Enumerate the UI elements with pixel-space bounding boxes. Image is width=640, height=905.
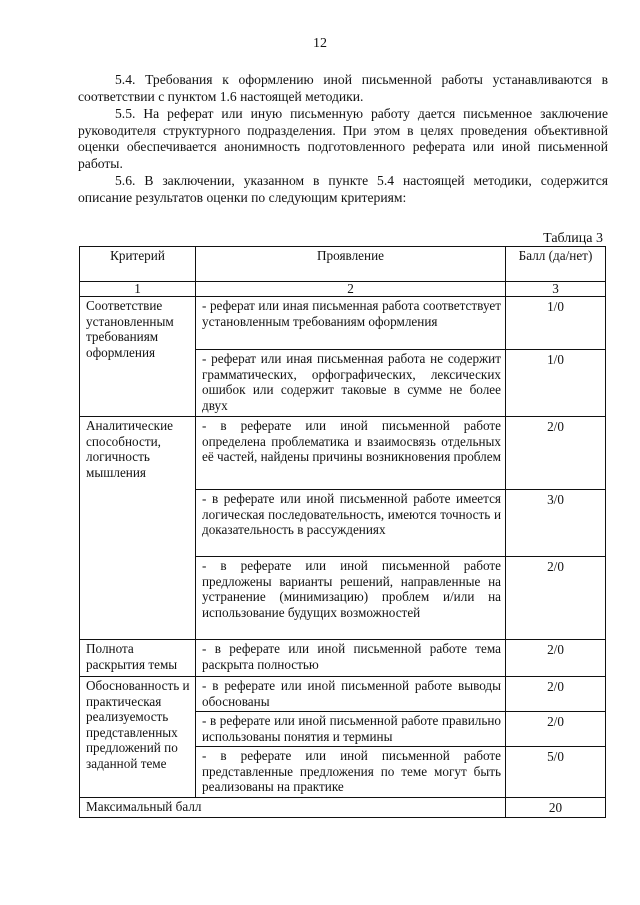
header-score: Балл (да/нет) [506,247,606,282]
column-number: 3 [506,282,606,297]
description-cell: - реферат или иная письменная работа соответствует установленным требованиям оформления [196,297,506,350]
page-number: 12 [313,36,327,51]
table-label: Таблица 3 [543,231,603,246]
criterion-cell: Обоснованность и практическая реализуемость представленных предложений по заданной теме [80,677,196,798]
total-score: 20 [506,798,606,818]
table-row [80,297,606,350]
score-cell: 2/0 [506,677,606,712]
criterion-cell: Полнота раскрытия темы [80,640,196,677]
description-cell: - в реферате или иной письменной работе выводы обоснованы [196,677,506,712]
score-cell: 2/0 [506,712,606,747]
column-number: 2 [196,282,506,297]
total-label: Максимальный балл [80,798,506,818]
score-cell: 2/0 [506,557,606,640]
criterion-cell: Аналитические способности, логичность мышления [80,417,196,640]
description-cell: - реферат или иная письменная работа не содержит грамматических, орфографических, лексических ошибок или содержит таковые в сумме не более двух [196,350,506,417]
description-cell: - в реферате или иной письменной работе имеется логическая последовательность, имеются точность и доказательность в рассуждениях [196,490,506,557]
score-cell: 3/0 [506,490,606,557]
criteria-table [79,246,606,818]
column-number-row [80,282,606,297]
header-criterion: Критерий [80,247,196,282]
score-cell: 1/0 [506,297,606,350]
column-number: 1 [80,282,196,297]
score-cell: 2/0 [506,640,606,677]
table-row [80,677,606,712]
total-row [80,798,606,818]
score-cell: 1/0 [506,350,606,417]
header-manifestation: Проявление [196,247,506,282]
paragraph-5-6: 5.6. В заключении, указанном в пункте 5.4 настоящей методики, содержится описание результатов оценки по следующим критериям: [78,173,608,205]
table-row [80,640,606,677]
paragraph-5-5: 5.5. На реферат или иную письменную работу дается письменное заключение руководителя структурного подразделения. При этом в целях проведения объективной оценки обеспечивается анонимность подготовленного реферата или иной письменной работы. [78,106,608,171]
description-cell: - в реферате или иной письменной работе представленные предложения по теме могут быть реализованы на практике [196,747,506,798]
paragraph-5-4: 5.4. Требования к оформлению иной письменной работы устанавливаются в соответствии с пунктом 1.6 настоящей методики. [78,72,608,104]
score-cell: 5/0 [506,747,606,798]
description-cell: - в реферате или иной письменной работе определена проблематика и взаимосвязь отдельных её частей, найдены причины возникновения проблем [196,417,506,490]
table-header-row [80,247,606,282]
table-row [80,417,606,490]
description-cell: - в реферате или иной письменной работе тема раскрыта полностью [196,640,506,677]
description-cell: - в реферате или иной письменной работе правильно использованы понятия и термины [196,712,506,747]
description-cell: - в реферате или иной письменной работе предложены варианты решений, направленные на устранение (минимизацию) проблем и/или на использование будущих возможностей [196,557,506,640]
score-cell: 2/0 [506,417,606,490]
criterion-cell: Соответствие установленным требованиям оформления [80,297,196,417]
